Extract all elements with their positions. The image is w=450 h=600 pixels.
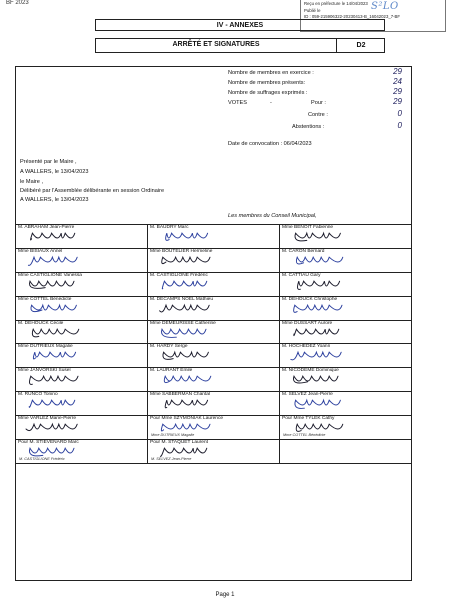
document-ref: BF 2023: [6, 0, 29, 6]
handwritten-signature: [18, 421, 98, 437]
contre-value: 0: [397, 109, 402, 118]
signature-cell: [148, 272, 280, 296]
handwritten-signature: [150, 373, 230, 389]
convocation-date: Date de convocation : 06/04/2023: [228, 141, 312, 147]
member-name: Mme SABBERMAN Chantal: [150, 392, 210, 398]
contre-label: Contre :: [308, 112, 328, 118]
signature-stroke: [32, 329, 78, 337]
signature-cell: [16, 272, 148, 296]
handwritten-signature: [282, 326, 362, 342]
signature-stroke: [294, 329, 339, 335]
handwritten-signature: [150, 397, 230, 413]
signature-stroke: [166, 233, 208, 240]
signature-stroke: [29, 448, 74, 456]
handwritten-signature: [282, 349, 362, 365]
s2low-logo: S²LO: [371, 1, 399, 12]
member-name: M. CATTIAU Gary: [282, 272, 321, 278]
proxy-name: Mme DUTRIEUX Magalie: [151, 433, 195, 438]
signature-stroke: [291, 353, 341, 361]
page-number: Page 1: [215, 592, 235, 598]
member-name: Mme DUSSART Aurore: [282, 320, 333, 326]
member-name: M. BAUDRY Marc: [150, 225, 189, 230]
signature-stroke: [293, 377, 338, 384]
presented-line-1: Présenté par le Maire ,: [20, 159, 77, 165]
member-name: M. CARON Bernard: [282, 248, 325, 254]
member-name: M. ABRAHAM Jean-Pierre: [18, 225, 75, 230]
member-name: M. RUNCO Tonino: [18, 392, 58, 398]
member-name: Mme VARLEZ Marie-Pierre: [18, 416, 77, 422]
pour-value: 29: [393, 97, 402, 106]
receipt-line-1: Reçu en préfecture le 14/04/2023: [304, 1, 368, 6]
signature-stroke: [161, 424, 210, 431]
members-heading: Les membres du Conseil Municipal,: [228, 213, 317, 219]
signature-stroke: [164, 377, 211, 383]
receipt-line-2: Publié le: [304, 7, 321, 13]
signature-row: [16, 416, 412, 440]
signature-cell: [16, 248, 148, 272]
present-label: Nombre de membres présents:: [228, 80, 306, 86]
handwritten-signature: [18, 230, 98, 246]
handwritten-signature: [282, 373, 362, 389]
signature-cell: [280, 416, 412, 440]
members-value: 29: [393, 67, 402, 76]
signature-cell: [148, 225, 280, 249]
signature-stroke: [26, 424, 77, 430]
signature-cell: [280, 344, 412, 368]
handwritten-signature: [18, 278, 98, 294]
signature-stroke: [30, 281, 74, 288]
signature-stroke: [33, 353, 75, 360]
abstentions-label: Abstentions :: [292, 124, 325, 130]
signature-stroke: [295, 400, 340, 408]
presented-line-5: A WALLERS, le 13/04/2023: [20, 197, 89, 203]
member-name: M. HOCHEDEZ Yoann: [282, 344, 331, 350]
signature-cell: [280, 248, 412, 272]
member-name: Mme BENOIT Fabienne: [282, 225, 334, 230]
signature-stroke: [163, 353, 208, 360]
handwritten-signature: [282, 397, 362, 413]
signature-cell: [280, 440, 412, 464]
signature-cell: [148, 368, 280, 392]
presented-line-3: le Maire ,: [20, 179, 44, 185]
signature-cell: [16, 440, 148, 464]
member-name: Pour M. STAQUET Laurent: [150, 440, 208, 446]
section-title: IV - ANNEXES: [95, 19, 385, 31]
signature-cell: [16, 296, 148, 320]
presented-line-2: A WALLERS, le 13/04/2023: [20, 169, 89, 175]
pour-label: Pour :: [311, 100, 326, 106]
handwritten-signature: [18, 349, 98, 365]
signature-grid: [15, 224, 412, 464]
handwritten-signature: [18, 254, 98, 270]
handwritten-signature: [150, 254, 230, 270]
signature-cell: [148, 344, 280, 368]
signature-row: [16, 320, 412, 344]
signature-row: [16, 225, 412, 249]
signature-stroke: [162, 257, 210, 263]
signature-cell: [148, 320, 280, 344]
handwritten-signature: [18, 397, 98, 413]
member-name: Pour M. STIEVENARD Marc: [18, 440, 79, 446]
proxy-name: M. CASTIGLIONE Frédéric: [19, 456, 65, 461]
signature-stroke: [28, 257, 77, 265]
signature-stroke: [296, 424, 343, 431]
present-value: 24: [393, 77, 402, 86]
signature-stroke: [162, 329, 206, 337]
handwritten-signature: [150, 230, 230, 246]
signature-cell: [280, 320, 412, 344]
member-name: Mme BOUTELIER Hermeline: [150, 248, 213, 254]
member-name: M. DEHOUCK Christophe: [282, 296, 338, 302]
votes-word: VOTES: [228, 100, 247, 106]
handwritten-signature: [282, 302, 362, 318]
signature-stroke: [30, 377, 78, 385]
handwritten-signature: [282, 254, 362, 270]
handwritten-signature: [18, 302, 98, 318]
presented-line-4: Délibéré par l'Assemblée délibérante en session Ordinaire: [20, 188, 165, 194]
signature-stroke: [31, 305, 76, 311]
signature-row: [16, 248, 412, 272]
handwritten-signature: [18, 373, 98, 389]
signature-row: [16, 272, 412, 296]
subtitle-box: [95, 38, 385, 53]
section-code: D2: [336, 39, 385, 52]
signature-stroke: [165, 400, 207, 408]
signature-cell: [280, 296, 412, 320]
handwritten-signature: [150, 302, 230, 318]
signature-stroke: [162, 281, 207, 289]
member-name: Pour Mme SZYMONIAK Laurence: [150, 416, 224, 422]
receipt-line-3: ID : 059-215906322-20230413-B_16042023_7-BF: [304, 14, 401, 20]
handwritten-signature: [18, 326, 98, 342]
signature-row: [16, 440, 412, 464]
signature-row: [16, 296, 412, 320]
signature-cell: [280, 368, 412, 392]
member-name: Mme JANVORSKI Susel: [18, 368, 71, 374]
signature-cell: [148, 416, 280, 440]
signature-cell: [16, 416, 148, 440]
signature-stroke: [31, 233, 75, 240]
signature-stroke: [296, 257, 342, 264]
signature-stroke: [295, 233, 340, 241]
signature-cell: [280, 392, 412, 416]
votes-label: Nombre de suffrages exprimés :: [228, 90, 308, 96]
member-name: Mme CASTIGLIONE Vanessa: [18, 272, 82, 278]
member-name: Mme DEMEURISSE Catherine: [150, 320, 216, 326]
signature-cell: [280, 225, 412, 249]
handwritten-signature: [150, 326, 230, 342]
signature-stroke: [160, 305, 210, 312]
signature-cell: [148, 440, 280, 464]
member-name: Mme DUTRIEUX Magalie: [18, 344, 73, 350]
signature-cell: [16, 320, 148, 344]
handwritten-signature: [282, 230, 362, 246]
member-name: M. HARDY Serge: [150, 344, 188, 350]
members-label: Nombre de membres en exercice :: [228, 70, 314, 76]
member-name: Mme BISIAUX Annel: [18, 248, 63, 254]
member-name: M. NICODÈME Dominique: [282, 368, 339, 374]
handwritten-signature: [150, 278, 230, 294]
signature-cell: [16, 392, 148, 416]
proxy-name: M. SELVEZ Jean-Pierre: [151, 456, 192, 461]
signature-cell: [16, 368, 148, 392]
votes-dash: -: [270, 100, 272, 106]
handwritten-signature: [150, 349, 230, 365]
signature-row: [16, 392, 412, 416]
member-name: M. LAURANT Émile: [150, 368, 193, 374]
signature-cell: [16, 225, 148, 249]
signature-row: [16, 368, 412, 392]
signature-stroke: [29, 400, 75, 407]
member-name: M. DECAMPS NOEL Mathieu: [150, 296, 213, 302]
signature-stroke: [294, 305, 342, 312]
signature-cell: [148, 248, 280, 272]
proxy-name: Mme COTTEL Bénédicte: [283, 433, 326, 438]
signature-row: [16, 344, 412, 368]
signature-cell: [148, 392, 280, 416]
signature-cell: [280, 272, 412, 296]
abstentions-value: 0: [397, 121, 402, 130]
handwritten-signature: [282, 278, 362, 294]
subtitle: ARRÊTÉ ET SIGNATURES: [172, 41, 260, 48]
member-name: M. CASTIGLIONE Frédéric: [150, 272, 208, 278]
signature-stroke: [298, 281, 340, 289]
member-name: Pour Mme TYLEK Cathy: [282, 416, 335, 422]
signature-cell: [148, 296, 280, 320]
signature-cell: [16, 344, 148, 368]
member-name: M. DEHOUCK Cécile: [18, 320, 64, 326]
member-name: M. SELVEZ Jean-Pierre: [282, 392, 333, 398]
member-name: Mme COTTEL Bénédicte: [18, 296, 72, 302]
votes-value: 29: [393, 87, 402, 96]
